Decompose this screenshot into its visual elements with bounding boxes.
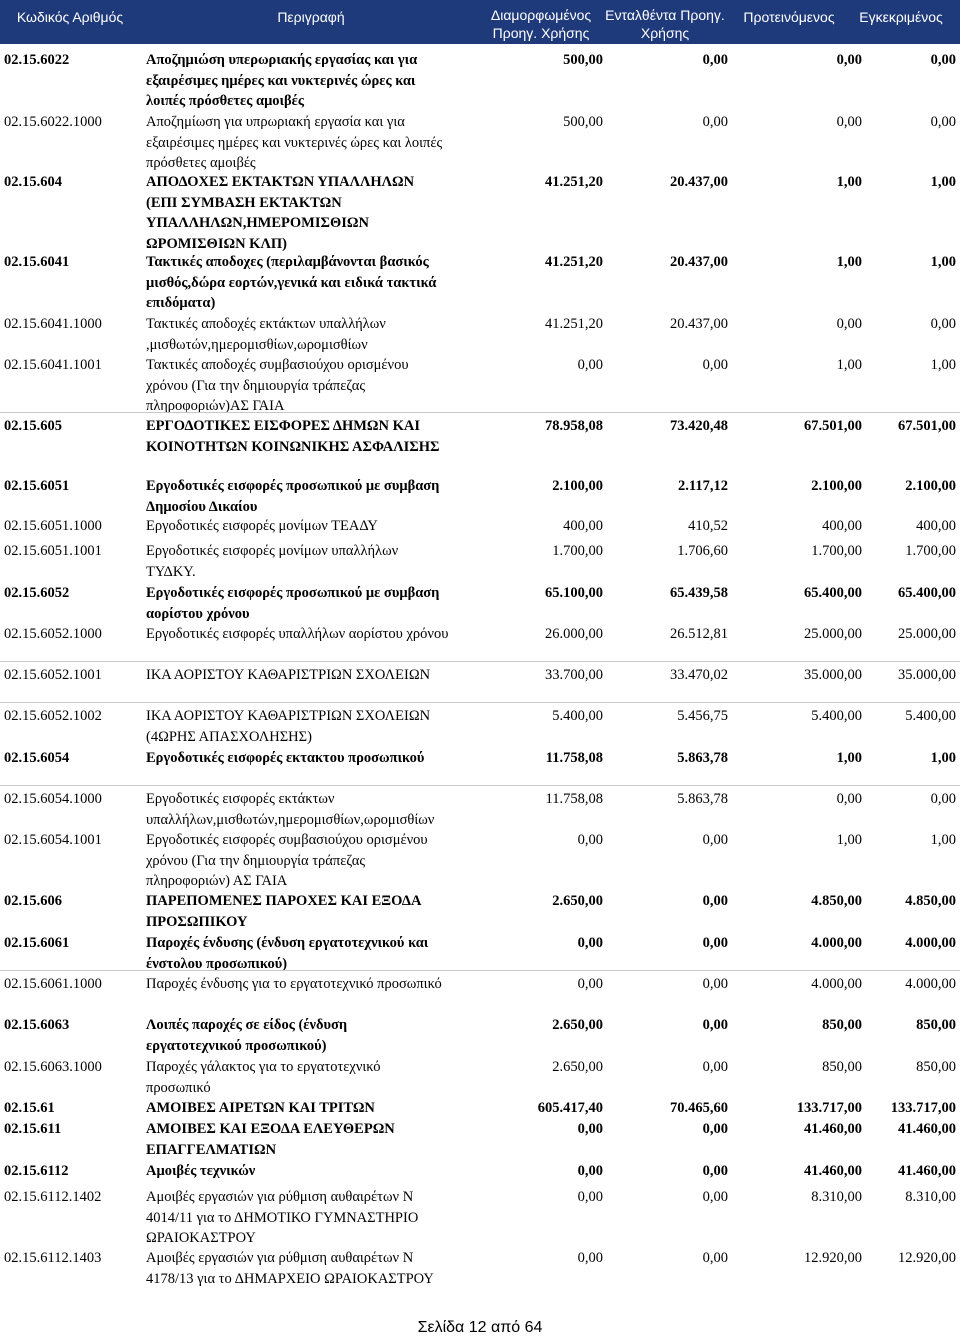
approved-value: 1,00	[930, 357, 956, 373]
amended-prev-year-value: 0,00	[577, 935, 603, 951]
account-code: 02.15.6022.1000	[4, 114, 102, 130]
proposed-value: 850,00	[822, 1017, 862, 1033]
account-description: Εργοδοτικές εισφορές συμβασιούχου ορισμένου χρόνου (Για την δημιουργία τράπεζας πληροφοριών) ΑΣ ΓΑΙΑ	[146, 832, 428, 889]
proposed-value: 41.460,00	[804, 1121, 862, 1137]
approved-value: 2.100,00	[905, 478, 956, 494]
approved-value: 12.920,00	[898, 1250, 956, 1266]
account-code: 02.15.605	[4, 418, 62, 434]
amended-prev-year-value: 41.251,20	[545, 254, 603, 270]
proposed-value: 4.850,00	[811, 893, 862, 909]
account-code: 02.15.6054	[4, 750, 70, 766]
row-separator	[0, 702, 960, 703]
proposed-value: 0,00	[836, 316, 862, 332]
account-code: 02.15.6041.1001	[4, 357, 102, 373]
approved-value: 8.310,00	[905, 1189, 956, 1205]
row-separator	[0, 661, 960, 662]
approved-value: 4.000,00	[905, 935, 956, 951]
proposed-value: 1,00	[836, 832, 862, 848]
account-code: 02.15.6022	[4, 52, 70, 68]
proposed-value: 1,00	[836, 750, 862, 766]
amended-prev-year-value: 0,00	[577, 1189, 603, 1205]
account-description: Εργοδοτικές εισφορές μονίμων ΤΕΑΔΥ	[146, 518, 378, 534]
committed-prev-year-value: 70.465,60	[670, 1100, 728, 1116]
account-description: ΠΑΡΕΠΟΜΕΝΕΣ ΠΑΡΟΧΕΣ ΚΑΙ ΕΞΟΔΑ ΠΡΟΣΩΠΙΚΟΥ	[146, 893, 422, 930]
committed-prev-year-value: 5.863,78	[677, 750, 728, 766]
approved-value: 4.850,00	[905, 893, 956, 909]
account-code: 02.15.6052.1001	[4, 667, 102, 683]
approved-value: 850,00	[916, 1017, 956, 1033]
account-code: 02.15.6061	[4, 935, 70, 951]
committed-prev-year-value: 0,00	[702, 1017, 728, 1033]
amended-prev-year-value: 65.100,00	[545, 585, 603, 601]
approved-value: 1.700,00	[905, 543, 956, 559]
account-code: 02.15.6112.1402	[4, 1189, 102, 1205]
approved-value: 35.000,00	[898, 667, 956, 683]
committed-prev-year-value: 0,00	[702, 832, 728, 848]
account-description: ΕΡΓΟΔΟΤΙΚΕΣ ΕΙΣΦΟΡΕΣ ΔΗΜΩΝ ΚΑΙ ΚΟΙΝΟΤΗΤΩΝ ΚΟΙΝΩΝΙΚΗΣ ΑΣΦΑΛΙΣΗΣ	[146, 418, 440, 455]
account-description: Αμοιβές τεχνικών	[146, 1163, 256, 1179]
amended-prev-year-value: 500,00	[563, 52, 603, 68]
amended-prev-year-value: 2.650,00	[552, 1059, 603, 1075]
account-code: 02.15.6112.1403	[4, 1250, 102, 1266]
approved-value: 1,00	[930, 174, 956, 190]
account-code: 02.15.61	[4, 1100, 55, 1116]
committed-prev-year-value: 410,52	[688, 518, 728, 534]
account-code: 02.15.6041.1000	[4, 316, 102, 332]
page-number: Σελίδα 12 από 64	[417, 1319, 543, 1336]
committed-prev-year-value: 0,00	[702, 1189, 728, 1205]
account-description: Τακτικές αποδοχές εκτάκτων υπαλλήλων ,μισθωτών,ημερομισθίων,ωρομισθίων	[146, 316, 386, 353]
account-description: Εργοδοτικές εισφορές μονίμων υπαλλήλων ΤΥΔΚΥ.	[146, 543, 399, 580]
committed-prev-year-value: 0,00	[702, 1163, 728, 1179]
account-description: ΙΚΑ ΑΟΡΙΣΤΟΥ ΚΑΘΑΡΙΣΤΡΙΩΝ ΣΧΟΛΕΙΩΝ	[146, 667, 431, 683]
proposed-value: 1,00	[836, 357, 862, 373]
amended-prev-year-value: 11.758,08	[545, 750, 603, 766]
committed-prev-year-value: 0,00	[702, 1059, 728, 1075]
committed-prev-year-value: 5.456,75	[677, 708, 728, 724]
committed-prev-year-value: 65.439,58	[670, 585, 728, 601]
approved-value: 0,00	[930, 52, 956, 68]
account-code: 02.15.6051	[4, 478, 70, 494]
account-code: 02.15.6063.1000	[4, 1059, 102, 1075]
approved-value: 41.460,00	[898, 1121, 956, 1137]
approved-value: 0,00	[930, 316, 956, 332]
account-description: Παροχές γάλακτος για το εργατοτεχνικό προσωπικό	[146, 1059, 381, 1096]
proposed-value: 4.000,00	[811, 976, 862, 992]
header-description: Περιγραφή	[277, 9, 345, 25]
row-separator	[0, 970, 960, 971]
account-description: Αποζημιώση υπερωριακής εργασίας και για εξαιρέσιμες ημέρες και νυκτερινές ώρες και λοιπές πρόσθετες αμοιβές	[146, 52, 418, 109]
account-description: Εργοδοτικές εισφορές προσωπικού με συμβαση Δημοσίου Δικαίου	[146, 478, 440, 515]
committed-prev-year-value: 5.863,78	[677, 791, 728, 807]
account-description: Εργοδοτικές εισφορές εκτακτου προσωπικού	[146, 750, 425, 766]
account-description: Τακτικές αποδοχες (περιλαμβάνονται βασικός μισθός,δώρα εορτών,γενικά και ειδικά τακτικά επιδόματα)	[146, 254, 437, 311]
account-description: ΙΚΑ ΑΟΡΙΣΤΟΥ ΚΑΘΑΡΙΣΤΡΙΩΝ ΣΧΟΛΕΙΩΝ (4ΩΡΗΣ ΑΠΑΣΧΟΛΗΣΗΣ)	[146, 708, 431, 745]
amended-prev-year-value: 2.650,00	[552, 1017, 603, 1033]
header-proposed: Προτεινόμενος	[743, 9, 835, 25]
committed-prev-year-value: 1.706,60	[677, 543, 728, 559]
account-code: 02.15.6041	[4, 254, 70, 270]
amended-prev-year-value: 2.100,00	[552, 478, 603, 494]
committed-prev-year-value: 26.512,81	[670, 626, 728, 642]
account-code: 02.15.604	[4, 174, 62, 190]
account-description: Παροχές ένδυσης (ένδυση εργατοτεχνικού και ένστολου προσωπικού)	[146, 935, 429, 972]
account-description: Παροχές ένδυσης για το εργατοτεχνικό προσωπικό	[146, 976, 442, 992]
approved-value: 4.000,00	[905, 976, 956, 992]
amended-prev-year-value: 11.758,08	[545, 791, 603, 807]
proposed-value: 41.460,00	[804, 1163, 862, 1179]
account-code: 02.15.6052.1002	[4, 708, 102, 724]
committed-prev-year-value: 33.470,02	[670, 667, 728, 683]
approved-value: 1,00	[930, 254, 956, 270]
account-code: 02.15.6051.1001	[4, 543, 102, 559]
amended-prev-year-value: 605.417,40	[537, 1100, 603, 1116]
account-description: Εργοδοτικές εισφορές προσωπικού με συμβαση αορίστου χρόνου	[146, 585, 440, 622]
account-code: 02.15.611	[4, 1121, 62, 1137]
header-code: Κωδικός Αριθμός	[16, 9, 124, 25]
approved-value: 133.717,00	[890, 1100, 956, 1116]
account-description: Εργοδοτικές εισφορές υπαλλήλων αορίστου χρόνου	[146, 626, 449, 642]
committed-prev-year-value: 0,00	[702, 52, 728, 68]
proposed-value: 1,00	[836, 254, 862, 270]
committed-prev-year-value: 0,00	[702, 1250, 728, 1266]
committed-prev-year-value: 20.437,00	[670, 174, 728, 190]
account-description: Αμοιβές εργασιών για ρύθμιση αυθαιρέτων Ν 4014/11 για το ΔΗΜΟΤΙΚΟ ΓΥΜΝΑΣΤΗΡΙΟ ΩΡΑΙΟΚΑΣΤΡΟΥ	[146, 1189, 419, 1246]
committed-prev-year-value: 0,00	[702, 1121, 728, 1137]
proposed-value: 1,00	[836, 174, 862, 190]
account-description: ΑΠΟΔΟΧΕΣ ΕΚΤΑΚΤΩΝ ΥΠΑΛΛΗΛΩΝ (ΕΠΙ ΣΥΜΒΑΣΗ ΕΚΤΑΚΤΩΝ ΥΠΑΛΛΗΛΩΝ,ΗΜΕΡΟΜΙΣΘΙΩΝ ΩΡΟΜΙΣΘΙΩΝ ΚΛΠ)	[146, 174, 415, 252]
account-description: ΑΜΟΙΒΕΣ ΑΙΡΕΤΩΝ ΚΑΙ ΤΡΙΤΩΝ	[146, 1100, 375, 1116]
header-committed-prev-year: Ενταλθέντα Προηγ. Χρήσης	[605, 7, 725, 41]
account-description: Εργοδοτικές εισφορές εκτάκτων υπαλλήλων,μισθωτών,ημερομισθίων,ωρομισθίων	[146, 791, 435, 828]
committed-prev-year-value: 0,00	[702, 976, 728, 992]
amended-prev-year-value: 400,00	[563, 518, 603, 534]
account-code: 02.15.6052	[4, 585, 70, 601]
account-code: 02.15.606	[4, 893, 62, 909]
amended-prev-year-value: 0,00	[577, 1121, 603, 1137]
amended-prev-year-value: 5.400,00	[552, 708, 603, 724]
proposed-value: 65.400,00	[804, 585, 862, 601]
proposed-value: 5.400,00	[811, 708, 862, 724]
approved-value: 1,00	[930, 750, 956, 766]
account-description: ΑΜΟΙΒΕΣ ΚΑΙ ΕΞΟΔΑ ΕΛΕΥΘΕΡΩΝ ΕΠΑΓΓΕΛΜΑΤΙΩΝ	[146, 1121, 395, 1158]
committed-prev-year-value: 20.437,00	[670, 254, 728, 270]
amended-prev-year-value: 78.958,08	[545, 418, 603, 434]
account-code: 02.15.6052.1000	[4, 626, 102, 642]
row-separator	[0, 412, 960, 413]
proposed-value: 400,00	[822, 518, 862, 534]
account-code: 02.15.6051.1000	[4, 518, 102, 534]
proposed-value: 133.717,00	[796, 1100, 862, 1116]
committed-prev-year-value: 0,00	[702, 935, 728, 951]
amended-prev-year-value: 0,00	[577, 357, 603, 373]
approved-value: 65.400,00	[898, 585, 956, 601]
proposed-value: 35.000,00	[804, 667, 862, 683]
amended-prev-year-value: 33.700,00	[545, 667, 603, 683]
account-code: 02.15.6054.1001	[4, 832, 102, 848]
account-code: 02.15.6061.1000	[4, 976, 102, 992]
committed-prev-year-value: 0,00	[702, 893, 728, 909]
proposed-value: 12.920,00	[804, 1250, 862, 1266]
account-description: Αποζημίωση για υπρωριακή εργασία και για εξαιρέσιμες ημέρες και νυκτερινές ώρες και λοιπές πρόσθετες αμοιβές	[146, 114, 443, 171]
account-description: Τακτικές αποδοχές συμβασιούχου ορισμένου χρόνου (Για την δημιουργία τράπεζας πληροφοριών)ΑΣ ΓΑΙΑ	[146, 357, 409, 414]
approved-value: 0,00	[930, 791, 956, 807]
approved-value: 41.460,00	[898, 1163, 956, 1179]
account-code: 02.15.6054.1000	[4, 791, 102, 807]
proposed-value: 2.100,00	[811, 478, 862, 494]
proposed-value: 0,00	[836, 114, 862, 130]
approved-value: 25.000,00	[898, 626, 956, 642]
proposed-value: 4.000,00	[811, 935, 862, 951]
amended-prev-year-value: 0,00	[577, 1163, 603, 1179]
approved-value: 400,00	[916, 518, 956, 534]
approved-value: 850,00	[916, 1059, 956, 1075]
proposed-value: 0,00	[836, 791, 862, 807]
row-separator	[0, 785, 960, 786]
amended-prev-year-value: 2.650,00	[552, 893, 603, 909]
approved-value: 67.501,00	[898, 418, 956, 434]
account-code: 02.15.6063	[4, 1017, 70, 1033]
amended-prev-year-value: 41.251,20	[545, 174, 603, 190]
amended-prev-year-value: 0,00	[577, 976, 603, 992]
amended-prev-year-value: 26.000,00	[545, 626, 603, 642]
committed-prev-year-value: 2.117,12	[678, 478, 728, 494]
proposed-value: 25.000,00	[804, 626, 862, 642]
committed-prev-year-value: 0,00	[702, 357, 728, 373]
account-description: Λοιπές παροχές σε είδος (ένδυση εργατοτεχνικού προσωπικού)	[146, 1017, 348, 1054]
proposed-value: 850,00	[822, 1059, 862, 1075]
approved-value: 0,00	[930, 114, 956, 130]
amended-prev-year-value: 500,00	[563, 114, 603, 130]
proposed-value: 0,00	[836, 52, 862, 68]
proposed-value: 8.310,00	[811, 1189, 862, 1205]
amended-prev-year-value: 41.251,20	[545, 316, 603, 332]
approved-value: 5.400,00	[905, 708, 956, 724]
table-header	[0, 0, 960, 44]
proposed-value: 67.501,00	[804, 418, 862, 434]
proposed-value: 1.700,00	[811, 543, 862, 559]
committed-prev-year-value: 20.437,00	[670, 316, 728, 332]
approved-value: 1,00	[930, 832, 956, 848]
amended-prev-year-value: 0,00	[577, 1250, 603, 1266]
header-approved: Εγκεκριμένος	[859, 9, 943, 25]
amended-prev-year-value: 0,00	[577, 832, 603, 848]
header-amended-prev-year: Διαμορφωμένος Προηγ. Χρήσης	[490, 7, 592, 41]
account-code: 02.15.6112	[4, 1163, 69, 1179]
committed-prev-year-value: 0,00	[702, 114, 728, 130]
committed-prev-year-value: 73.420,48	[670, 418, 728, 434]
account-description: Αμοιβές εργασιών για ρύθμιση αυθαιρέτων Ν 4178/13 για το ΔΗΜΑΡΧΕΙΟ ΩΡΑΙΟΚΑΣΤΡΟΥ	[146, 1250, 434, 1287]
amended-prev-year-value: 1.700,00	[552, 543, 603, 559]
